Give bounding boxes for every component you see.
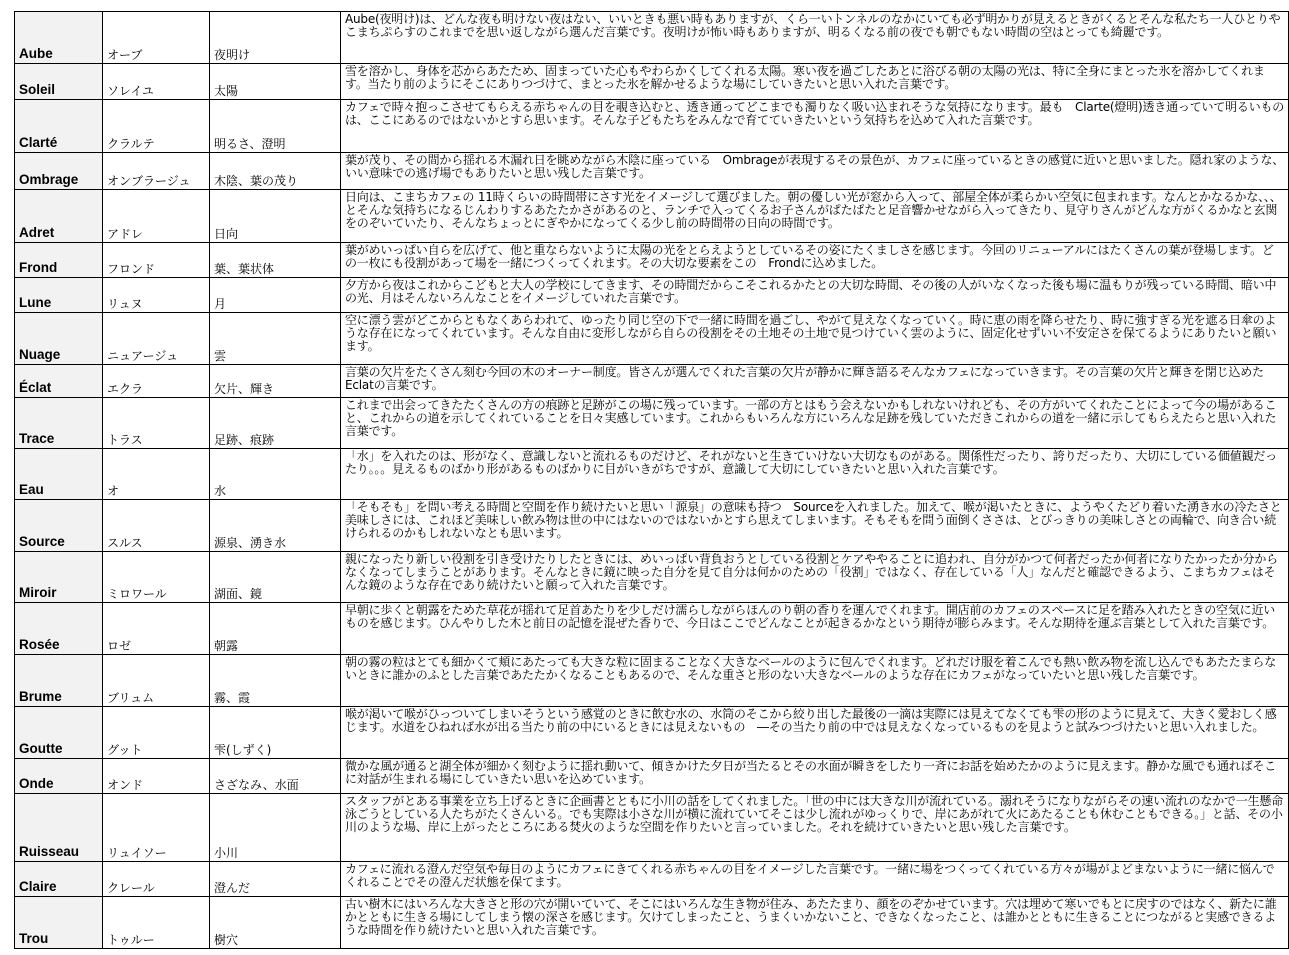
french-word-cell: Eau [15, 449, 103, 500]
description-cell [341, 365, 1289, 398]
japanese-meaning-cell: 霧、霞 [210, 655, 341, 707]
katakana-reading-cell: リュヌ [103, 278, 210, 313]
japanese-meaning-cell: 雫(しずく) [210, 707, 341, 759]
description-cell [341, 449, 1289, 500]
table-row [15, 794, 1289, 862]
french-word-cell: Ruisseau [15, 794, 103, 862]
table-row [15, 897, 1289, 949]
description-text: 葉が茂り、その間から揺れる木漏れ日を眺めながら木陰に座っている Ombrageが表現するその景色が、カフェに座っているときの感覚に近いと思いました。隠れ家のような、いい意味での逃げ場でもありたいと思い残した言葉です。 [345, 154, 1285, 181]
french-word-cell: Adret [15, 190, 103, 243]
katakana-reading-cell: アドレ [103, 190, 210, 243]
description-text: カフェに流れる澄んだ空気や毎日のようにカフェにきてくれる赤ちゃんの目をイメージした言葉です。一緒に場をつくってくれている方々が場がよどまないように一緒に悩んでくれることでその澄んだ状態を保てます。 [345, 863, 1275, 890]
french-word-cell: Soleil [15, 64, 103, 100]
description-text: これまで出会ってきたたくさんの方の痕跡と足跡がこの場に残っています。一部の方とはもう会えないかもしれないけれども、その方がいてくれたことによって今の場があること、これからの道を示してくれていることを日々実感しています。これからもいろんな方にいろんな足跡を残していただきこれからの道を一緒に示してもらえたらと思い入れた言葉です。 [345, 399, 1277, 439]
description-cell [341, 243, 1289, 278]
japanese-meaning-cell: 源泉、湧き水 [210, 500, 341, 552]
katakana-reading-cell: トラス [103, 398, 210, 449]
description-text: 朝の霧の粒はとても細かくて頬にあたっても大きな粒に固まることなく大きなベールのように包んでくれます。どれだけ服を着こんでも熱い飲み物を流し込んでもあたたまらないときに誰かのふとした言葉であたたかくなることもあるので、そんな重さと形のない大きなベールのような存在にカフェがなっていたいと思い残した言葉です。 [345, 656, 1277, 683]
description-cell [341, 897, 1289, 949]
table-row [15, 313, 1289, 365]
japanese-meaning-cell: 水 [210, 449, 341, 500]
table-row [15, 449, 1289, 500]
description-text: Aube(夜明け)は、どんな夜も明けない夜はない、いいときも悪い時もありますが、くら一いトンネルのなかにいても必ず明かりが見えるときがくるとそんな私たち一人ひとりやこまちぷらすのこれまでを思い返しながら選んだ言葉です。夜明けが怖い時もありますが、明るくなる前の夜でも朝でもない時間の空はとっても綺麗です。 [345, 13, 1281, 40]
description-cell [341, 64, 1289, 100]
table-row [15, 190, 1289, 243]
description-text: カフェで時々抱っこさせてもらえる赤ちゃんの目を覗き込むと、透き通ってどこまでも濁りなく吸い込まれそうな気持になります。最も Clarte(燈明)透き通っていて明るいものは、ここにあるのではないかとすら思います。そんな子どもたちをみんなで育てていきたいという気持ちを込めて入れた言葉です。 [345, 101, 1285, 128]
japanese-meaning-cell: 月 [210, 278, 341, 313]
french-word-cell: Ombrage [15, 153, 103, 190]
katakana-reading-cell: エクラ [103, 365, 210, 398]
japanese-meaning-cell: 雲 [210, 313, 341, 365]
japanese-meaning-cell: 足跡、痕跡 [210, 398, 341, 449]
description-cell [341, 862, 1289, 897]
description-text: 夕方から夜はこれからこどもと大人の学校にしてきます、その時間だからこそこれるかたとの大切な時間、その後の人がいなくなった後も場に温もりが残っている時間、暗い中の光、月はそんないろんなことをイメージしていれた言葉です。 [345, 279, 1277, 306]
katakana-reading-cell: オンブラージュ [103, 153, 210, 190]
french-word-cell: Claire [15, 862, 103, 897]
french-word-cell: Onde [15, 759, 103, 794]
description-cell [341, 313, 1289, 365]
table-row [15, 500, 1289, 552]
description-text: 雪を溶かし、身体を芯からあたため、固まっていた心もやわらかくしてくれる太陽。寒い夜を過ごしたあとに浴びる朝の太陽の光は、特に全身にまとった氷を溶かしてくれます。当たり前のようにそこにありつづけて、まとった氷を解かせるような場にしていきたいと思い入れた言葉です。 [345, 65, 1265, 92]
table-row [15, 707, 1289, 759]
katakana-reading-cell: オンド [103, 759, 210, 794]
japanese-meaning-cell: 欠片、輝き [210, 365, 341, 398]
katakana-reading-cell: ミロワール [103, 552, 210, 603]
description-text: 喉が渇いて喉がひっついてしまいそうという感覚のときに飲む水の、水筒のそこから絞り出した最後の一滴は実際には見えてなくても雫の形のように見えて、大きく愛おしく感じます。水道をひねれば水が出る当たり前の中にいるときには見えないもの ―その当たり前の中では見えなくなっているものを見ようと試みつづけたいと思い入れました。 [345, 708, 1277, 735]
french-word-cell: Trace [15, 398, 103, 449]
table-row [15, 243, 1289, 278]
description-text: スタッフがとある事業を立ち上げるときに企画書とともに小川の話をしてくれました。「世の中には大きな川が流れている。溺れそうになりながらその速い流れのなかで一生懸命泳ごうとしている人たちがたくさんいる。でも実際は小さな川が横に流れていてそこは少し流れがゆっくりで、岸にあがれて火にあたることも休むこともできる。」と話、その小川のような場、岸に上がったところにある焚火のような空間を作りたいと言っていました。それを続けていきたいと思い残した言葉です。 [345, 795, 1284, 835]
french-word-cell: Miroir [15, 552, 103, 603]
french-word-cell: Rosée [15, 603, 103, 655]
katakana-reading-cell: ソレイユ [103, 64, 210, 100]
description-cell [341, 707, 1289, 759]
japanese-meaning-cell: 木陰、葉の茂り [210, 153, 341, 190]
japanese-meaning-cell: 湖面、鏡 [210, 552, 341, 603]
description-cell [341, 153, 1289, 190]
table-row [15, 862, 1289, 897]
table-row [15, 153, 1289, 190]
katakana-reading-cell: オ [103, 449, 210, 500]
description-text: 「そもそも」を問い考える時間と空間を作り続けたいと思い「源泉」の意味も持つ Sourceを入れました。加えて、喉が渇いたときに、ようやくたどり着いた湧き水の冷たさと美味しさには、これほど美味しい飲み物は世の中にはないのではないかとすら思えてしまいます。そもそもを問う面倒くささは、とびっきりの美味しさとの両輪で、向き合い続けられるのかもしれないなとも思います。 [345, 501, 1282, 541]
katakana-reading-cell: グット [103, 707, 210, 759]
word-table [14, 11, 1289, 949]
french-word-cell: Aube [15, 12, 103, 64]
description-cell [341, 190, 1289, 243]
japanese-meaning-cell: 朝露 [210, 603, 341, 655]
french-word-cell: Goutte [15, 707, 103, 759]
french-word-cell: Brume [15, 655, 103, 707]
table-row [15, 100, 1289, 153]
description-text: 言葉の欠片をたくさん刻む今回の木のオーナー制度。皆さんが選んでくれた言葉の欠片が静かに輝き語るそんなカフェになっていきます。その言葉の欠片と輝きを閉じ込めた Eclatの言葉です。 [345, 366, 1264, 393]
description-cell [341, 552, 1289, 603]
katakana-reading-cell: スルス [103, 500, 210, 552]
japanese-meaning-cell: 葉、葉状体 [210, 243, 341, 278]
description-cell [341, 100, 1289, 153]
japanese-meaning-cell: 小川 [210, 794, 341, 862]
description-text: 早朝に歩くと朝露をためた草花が揺れて足首あたりを少しだけ濡らしながらほんのり朝の香りを運んでくれます。開店前のカフェのスペースに足を踏み入れたときの空気に近いものを感じます。ひんやりした木と前日の記憶を混ぜた香りで、今日はここでどんなことが起きるかなという期待が膨らみます。そんな期待を運ぶ言葉として入れた言葉です。 [345, 604, 1276, 631]
japanese-meaning-cell: 夜明け [210, 12, 341, 64]
french-word-cell: Source [15, 500, 103, 552]
description-text: 日向は、こまちカフェの 11時くらいの時間帯にさす光をイメージして選びました。朝の優しい光が窓から入って、部屋全体が柔らかい空気に包まれます。なんとかなるかな、、、とそんな気持ちになるじんわりするあたたかさがあるのと、ランチで入ってくるお子さんがぱたぱたと足音響かせながら入ってきたり、見守りさんがどんな方がくるかなと玄関をのぞいていたり、そんなちょっとにぎやかになってくる少し前の時間帯の日向の時間です。 [345, 191, 1282, 231]
katakana-reading-cell: リュイソー [103, 794, 210, 862]
katakana-reading-cell: フロンド [103, 243, 210, 278]
katakana-reading-cell: トゥルー [103, 897, 210, 949]
description-text: 古い樹木にはいろんな大きさと形の穴が開いていて、そこにはいろんな生き物が住み、あたたまり、顔をのぞかせています。穴は埋めて寒いでもとに戻すのではなく、新たに誰かとともに生きる場にしてしまう懐の深さを感じます。欠けてしまったこと、うまくいかないこと、できなくなったこと、は誰かとともに生きることにつながると実感できるような時間を作り続けたいと思い入れた言葉です。 [345, 898, 1277, 938]
japanese-meaning-cell: さざなみ、水面 [210, 759, 341, 794]
table-row [15, 12, 1289, 64]
table-row [15, 365, 1289, 398]
description-cell [341, 603, 1289, 655]
word-table-body [15, 12, 1289, 949]
description-cell [341, 12, 1289, 64]
french-word-cell: Trou [15, 897, 103, 949]
description-cell [341, 759, 1289, 794]
description-text: 親になったり新しい役割を引き受けたりしたときには、めいっぱい背負おうとしている役割とケアややることに追われ、自分がかつて何者だったか何者になりたかったか分からなくなってしまうことがあります。そんなときに鏡に映った自分を見て自分は何かのための「役割」ではなく、存在している「人」なんだと確認できるよう、こまちカフェはそんな鏡のような存在であり続けたいと願って入れた言葉です。 [345, 553, 1278, 593]
description-text: 葉がめいっぱい自らを広げて、他と重ならないように太陽の光をとらえようとしているその姿にたくましさを感じます。今回のリニューアルにはたくさんの葉が登場します。どの一枚にも役割があって場を一緒につくってくれます。その大切な要素をこの Frondに込めました。 [345, 244, 1274, 271]
japanese-meaning-cell: 樹穴 [210, 897, 341, 949]
french-word-cell: Lune [15, 278, 103, 313]
table-row [15, 278, 1289, 313]
katakana-reading-cell: クレール [103, 862, 210, 897]
description-cell [341, 655, 1289, 707]
katakana-reading-cell: オーブ [103, 12, 210, 64]
katakana-reading-cell: ニュアージュ [103, 313, 210, 365]
description-text: 微かな風が通ると湖全体が細かく刻むように揺れ動いて、傾きかけた夕日が当たるとその水面が瞬きをしたり一斉にお話を始めたかのように見えます。静かな風でも通ればそこに対話が生まれる場にしていきたい思いを込めています。 [345, 760, 1277, 787]
japanese-meaning-cell: 太陽 [210, 64, 341, 100]
japanese-meaning-cell: 明るさ、澄明 [210, 100, 341, 153]
table-row [15, 64, 1289, 100]
katakana-reading-cell: クラルテ [103, 100, 210, 153]
japanese-meaning-cell: 日向 [210, 190, 341, 243]
table-row [15, 603, 1289, 655]
description-cell [341, 278, 1289, 313]
table-row [15, 552, 1289, 603]
description-text: 空に漂う雲がどこからともなくあらわれて、ゆったり同じ空の下で一緒に時間を過ごし、やがて見えなくなっていく。時に恵の雨を降らせたり、時に強すぎる光を遮る日傘のような存在になってくれています。そんな自由に変形しながら自らの役割をその土地その土地で見つけていく雲のように、固定化せずいい不安定さを保てるようにありたいと願います。 [345, 314, 1277, 354]
katakana-reading-cell: ブリュム [103, 655, 210, 707]
description-cell [341, 500, 1289, 552]
description-text: 「水」を入れたのは、形がなく、意識しないと流れるものだけど、それがないと生きていけない大切なものがある。関係性だったり、誇りだったり、大切にしている価値観だったり。。。見えるものばかり形があるものばかりに目がいきがちですが、意識して大切にしていきたいと思い入れた言葉です。 [345, 450, 1277, 477]
katakana-reading-cell: ロゼ [103, 603, 210, 655]
table-row [15, 398, 1289, 449]
french-word-cell: Éclat [15, 365, 103, 398]
french-word-cell: Frond [15, 243, 103, 278]
table-row [15, 759, 1289, 794]
japanese-meaning-cell: 澄んだ [210, 862, 341, 897]
description-cell [341, 398, 1289, 449]
french-word-cell: Clarté [15, 100, 103, 153]
table-row [15, 655, 1289, 707]
french-word-cell: Nuage [15, 313, 103, 365]
description-cell [341, 794, 1289, 862]
